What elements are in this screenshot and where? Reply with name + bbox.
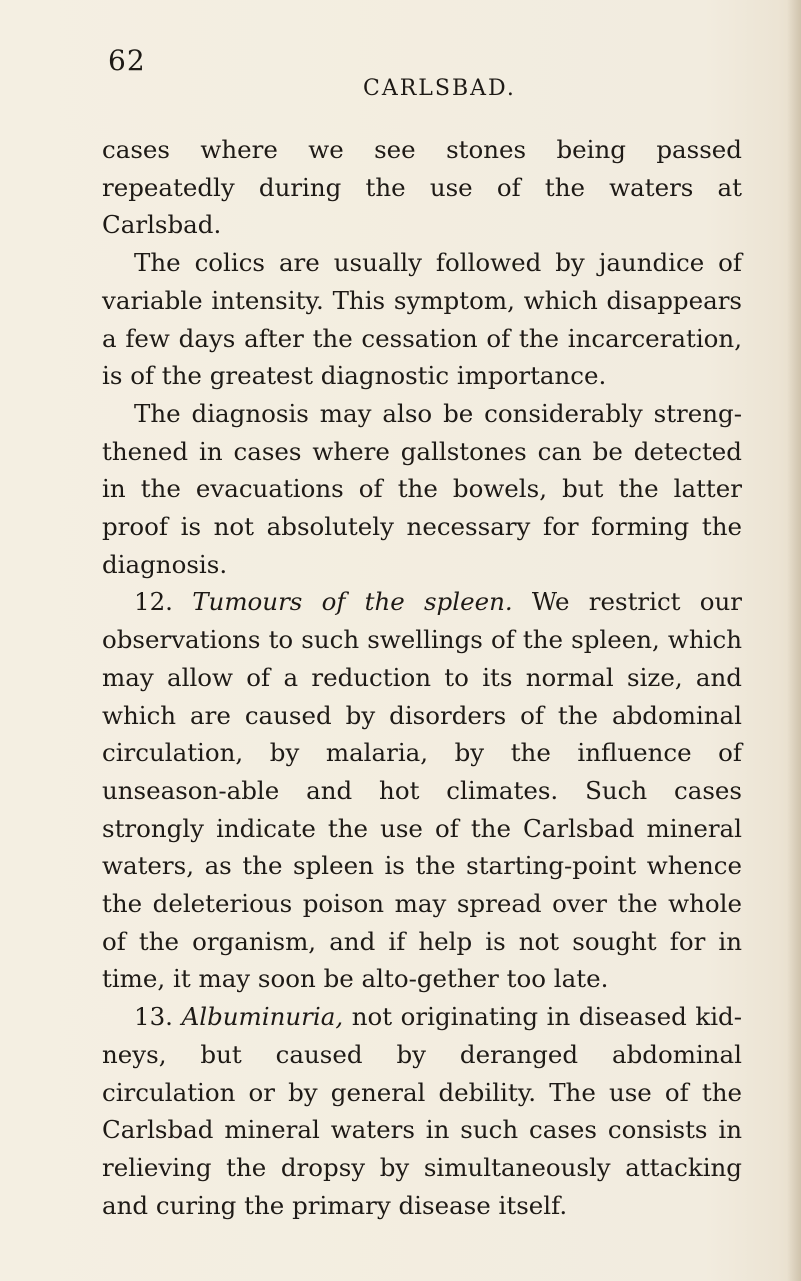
paragraph-diagnosis: The diagnosis may also be considerably streng-thened in cases where gallstones can be detected in the evacuations of the bowels, but the latter proof is not absolutely necessary for forming the diagnosis. <box>102 398 742 579</box>
paragraph-colics: The colics are usually followed by jaundice of variable intensity. This symptom, which disappears a few days after the cessation of the incarceration, is of the greatest diagnostic importance. <box>102 248 742 391</box>
page-number: 62 <box>108 44 146 77</box>
page-edge-shadow <box>787 0 801 1281</box>
section-number: 13. <box>134 1002 173 1032</box>
section-heading: Tumours of the spleen. <box>192 587 513 617</box>
section-12-tumours-of-the-spleen <box>102 583 742 998</box>
section-number: 12. <box>134 587 173 617</box>
section-13-albuminuria <box>102 998 742 1224</box>
section-text: not originating in diseased kid-neys, but caused by deranged abdominal circulation or by general debility. The use of the Carlsbad mineral waters in such cases consists in relieving the dropsy by simultaneously attacking and curing the primary disease itself. <box>102 1002 742 1220</box>
paragraph-continuation: cases where we see stones being passed repeatedly during the use of the waters at Carlsbad. <box>102 135 742 240</box>
section-heading: Albuminuria, <box>181 1002 344 1032</box>
running-head: CARLSBAD. <box>363 76 516 101</box>
section-text: We restrict our observations to such swellings of the spleen, which may allow of a reduction to its normal size, and which are caused by disorders of the abdominal circulation, by malaria, by the influence of unseason-able and hot climates. Such cases strongly indicate the use of the Carlsbad mineral waters, as the spleen is the starting-point whence the deleterious poison may spread over the whole of the organism, and if help is not sought for in time, it may soon be alto-gether too late. <box>102 587 742 994</box>
body-text <box>102 131 742 1224</box>
